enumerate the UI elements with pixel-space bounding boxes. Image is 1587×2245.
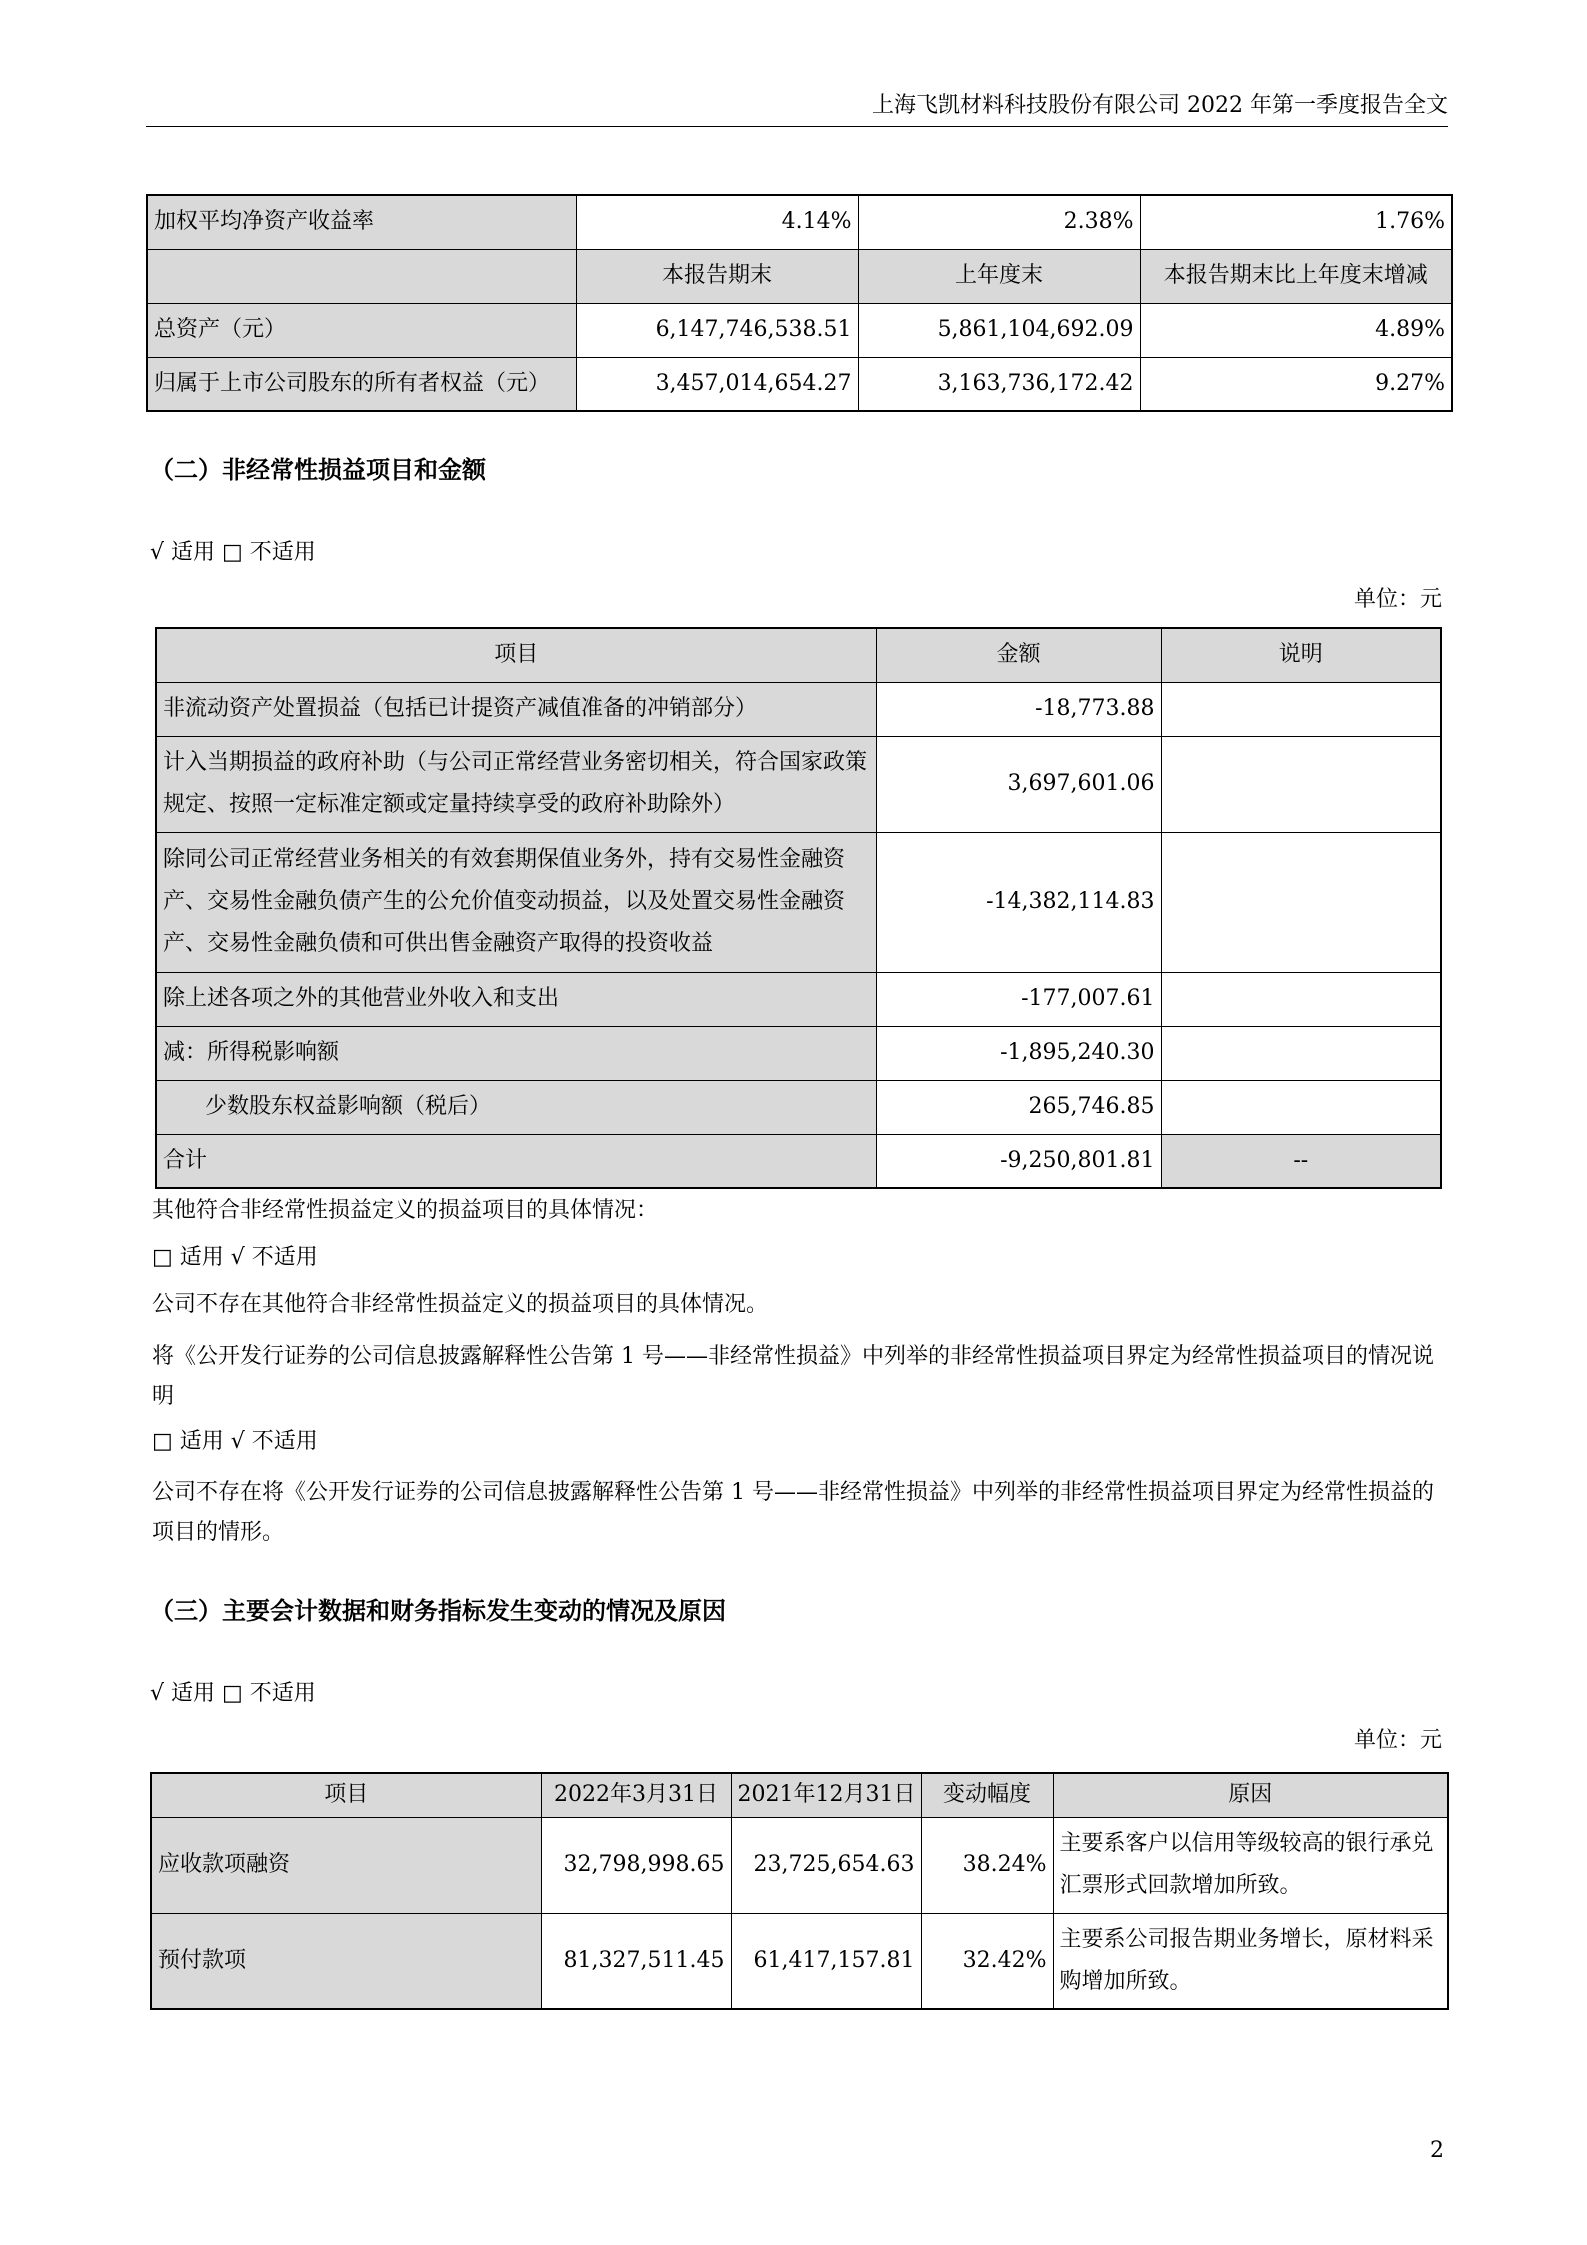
unit-label: 单位：元 [1353, 587, 1442, 612]
page-number: 2 [1430, 2138, 1444, 2163]
amount-cell: -9,250,801.81 [876, 1134, 1161, 1188]
amount-cell: -177,007.61 [876, 972, 1161, 1026]
table-header-row [147, 249, 1452, 303]
column-header: 本报告期末比上年度末增减 [1140, 249, 1452, 303]
table-row [151, 1817, 1448, 1913]
table-row [156, 1026, 1441, 1080]
section-title: （三）主要会计数据和财务指标发生变动的情况及原因 [150, 1596, 726, 1625]
cell-value: 4.14% [576, 195, 858, 249]
column-header: 原因 [1053, 1773, 1448, 1817]
row-label [147, 249, 576, 303]
table-row [156, 1080, 1441, 1134]
table-row [156, 736, 1441, 832]
table-row [151, 1913, 1448, 2009]
column-header: 说明 [1161, 628, 1441, 682]
value-cell: 32,798,998.65 [541, 1817, 731, 1913]
item-cell: 少数股东权益影响额（税后） [156, 1080, 876, 1134]
table-row [147, 357, 1452, 411]
applicable-status: □ 适用 √ 不适用 [152, 1245, 318, 1270]
note-cell [1161, 736, 1441, 832]
column-header: 2021年12月31日 [731, 1773, 921, 1817]
applicable-status: √ 适用 □ 不适用 [150, 1681, 316, 1706]
table-header-row [151, 1773, 1448, 1817]
column-header: 变动幅度 [921, 1773, 1053, 1817]
table-row [147, 303, 1452, 357]
unit-label: 单位：元 [1353, 1728, 1442, 1753]
cell-value: 1.76% [1140, 195, 1452, 249]
cell-value: 4.89% [1140, 303, 1452, 357]
cell-value: 5,861,104,692.09 [858, 303, 1140, 357]
row-label: 归属于上市公司股东的所有者权益（元） [147, 357, 576, 411]
item-cell: 预付款项 [151, 1913, 541, 2009]
section-title: （二）非经常性损益项目和金额 [150, 455, 486, 484]
note-cell: -- [1161, 1134, 1441, 1188]
item-cell: 除上述各项之外的其他营业外收入和支出 [156, 972, 876, 1026]
table-row [156, 832, 1441, 972]
note-cell [1161, 1080, 1441, 1134]
table-row [156, 972, 1441, 1026]
item-cell: 合计 [156, 1134, 876, 1188]
column-header: 2022年3月31日 [541, 1773, 731, 1817]
applicable-status: √ 适用 □ 不适用 [150, 540, 316, 565]
note-cell [1161, 682, 1441, 736]
amount-cell: 265,746.85 [876, 1080, 1161, 1134]
value-cell: 23,725,654.63 [731, 1817, 921, 1913]
change-cell: 38.24% [921, 1817, 1053, 1913]
financial-changes-table [150, 1772, 1449, 2010]
note-cell [1161, 972, 1441, 1026]
row-label: 总资产（元） [147, 303, 576, 357]
applicable-status: □ 适用 √ 不适用 [152, 1429, 318, 1454]
amount-cell: -18,773.88 [876, 682, 1161, 736]
note-cell [1161, 1026, 1441, 1080]
column-header: 项目 [151, 1773, 541, 1817]
value-cell: 81,327,511.45 [541, 1913, 731, 2009]
page-header: 上海飞凯材料科技股份有限公司 2022 年第一季度报告全文 [146, 92, 1448, 127]
item-cell: 减：所得税影响额 [156, 1026, 876, 1080]
cell-value: 3,163,736,172.42 [858, 357, 1140, 411]
table-row [156, 1134, 1441, 1188]
table-row [156, 682, 1441, 736]
reason-cell: 主要系客户以信用等级较高的银行承兑汇票形式回款增加所致。 [1053, 1817, 1448, 1913]
cell-value: 3,457,014,654.27 [576, 357, 858, 411]
item-cell: 应收款项融资 [151, 1817, 541, 1913]
column-header: 上年度末 [858, 249, 1140, 303]
amount-cell: -1,895,240.30 [876, 1026, 1161, 1080]
note-cell [1161, 832, 1441, 972]
cell-value: 9.27% [1140, 357, 1452, 411]
non-recurring-items-table [155, 627, 1442, 1189]
cell-value: 6,147,746,538.51 [576, 303, 858, 357]
key-indicators-table [146, 194, 1453, 412]
cell-value: 2.38% [858, 195, 1140, 249]
paragraph: 公司不存在将《公开发行证券的公司信息披露解释性公告第 1 号——非经常性损益》中列举的非经常性损益项目界定为经常性损益的项目的情形。 [152, 1480, 1434, 1545]
column-header: 项目 [156, 628, 876, 682]
amount-cell: -14,382,114.83 [876, 832, 1161, 972]
column-header: 本报告期末 [576, 249, 858, 303]
table-header-row [156, 628, 1441, 682]
amount-cell: 3,697,601.06 [876, 736, 1161, 832]
paragraph: 公司不存在其他符合非经常性损益定义的损益项目的具体情况。 [152, 1292, 769, 1317]
other-items-title: 其他符合非经常性损益定义的损益项目的具体情况： [152, 1198, 659, 1223]
table-row [147, 195, 1452, 249]
reason-cell: 主要系公司报告期业务增长，原材料采购增加所致。 [1053, 1913, 1448, 2009]
column-header: 金额 [876, 628, 1161, 682]
change-cell: 32.42% [921, 1913, 1053, 2009]
value-cell: 61,417,157.81 [731, 1913, 921, 2009]
item-cell: 计入当期损益的政府补助（与公司正常经营业务密切相关，符合国家政策规定、按照一定标准定额或定量持续享受的政府补助除外） [156, 736, 876, 832]
item-cell: 非流动资产处置损益（包括已计提资产减值准备的冲销部分） [156, 682, 876, 736]
item-cell: 除同公司正常经营业务相关的有效套期保值业务外，持有交易性金融资产、交易性金融负债产生的公允价值变动损益，以及处置交易性金融资产、交易性金融负债和可供出售金融资产取得的投资收益 [156, 832, 876, 972]
row-label: 加权平均净资产收益率 [147, 195, 576, 249]
paragraph: 将《公开发行证券的公司信息披露解释性公告第 1 号——非经常性损益》中列举的非经常性损益项目界定为经常性损益项目的情况说明 [152, 1344, 1434, 1409]
